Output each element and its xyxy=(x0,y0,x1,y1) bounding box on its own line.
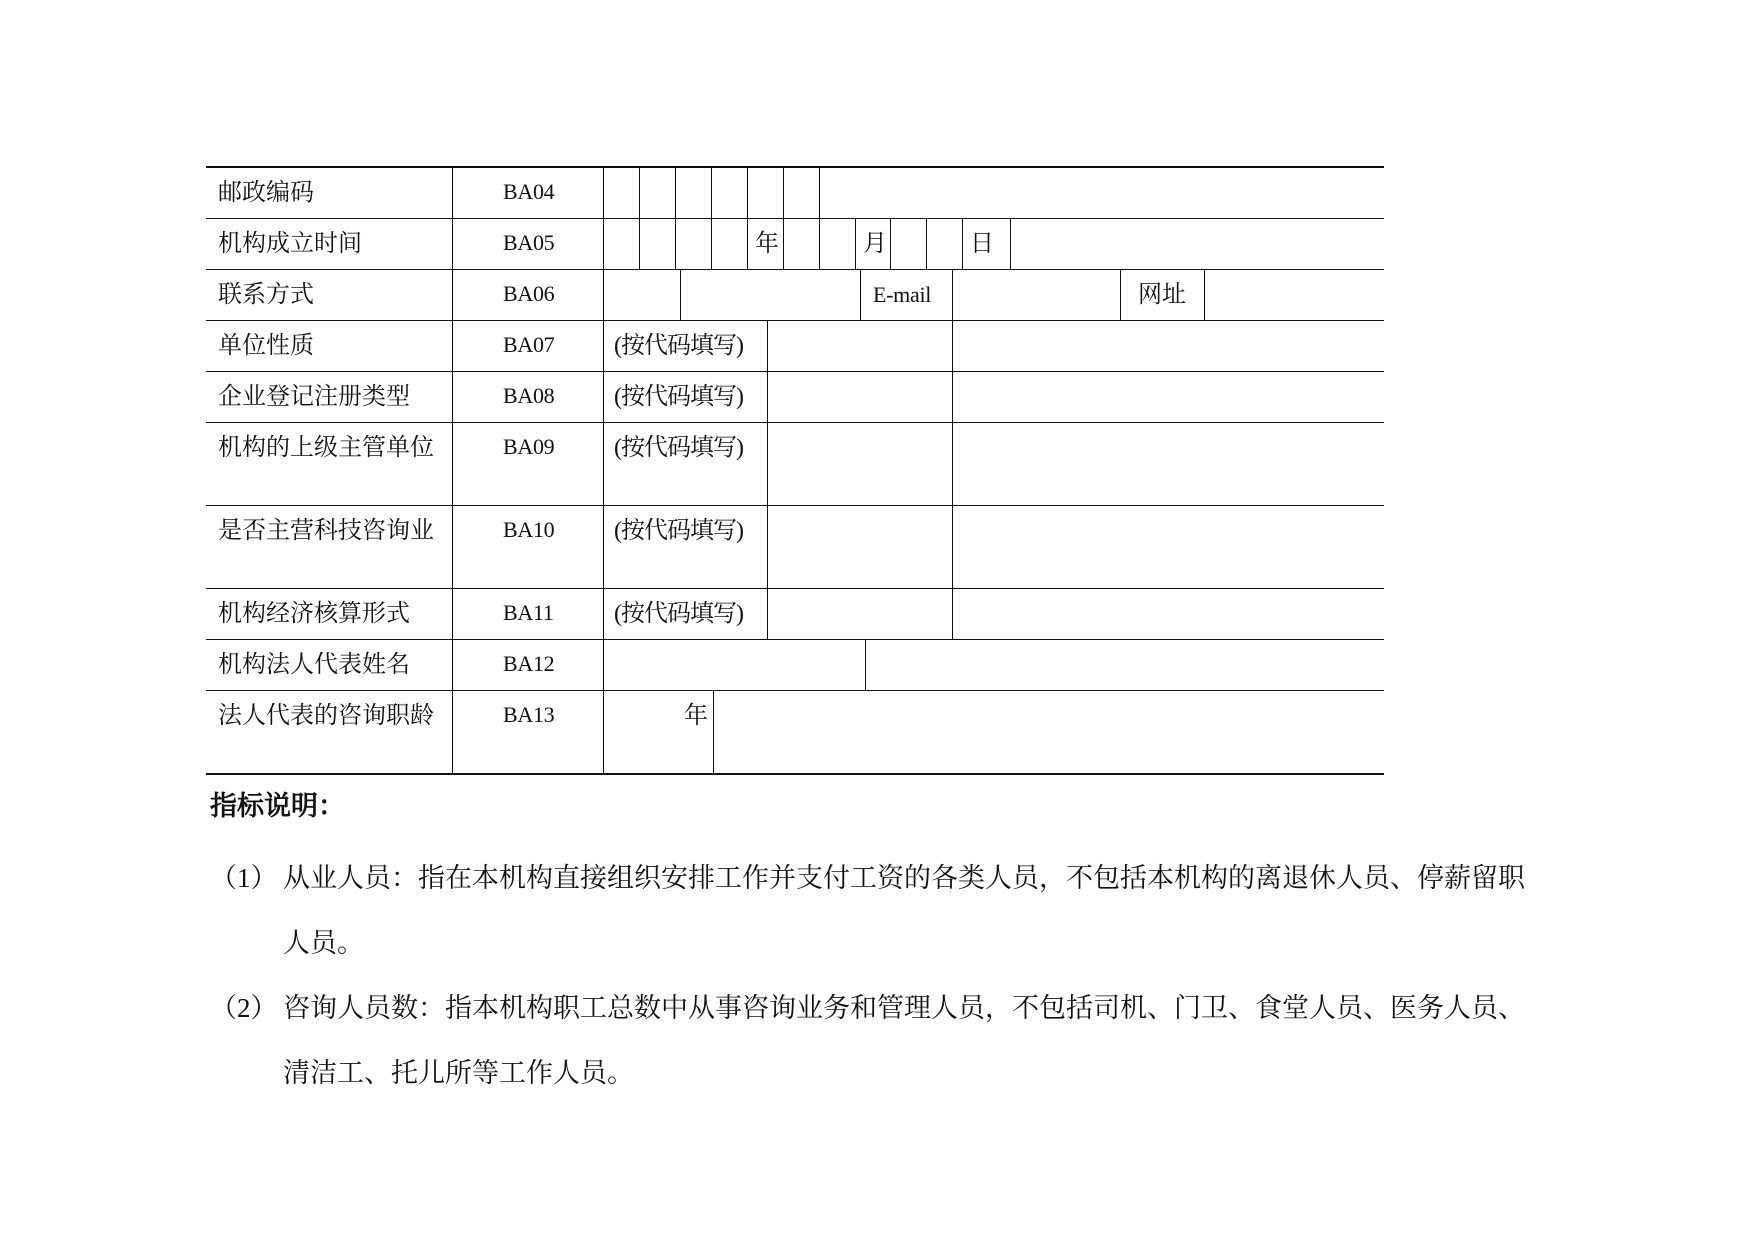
row-label: 法人代表的咨询职龄 xyxy=(218,703,434,729)
form-row-contact xyxy=(206,269,1384,320)
note-item xyxy=(210,976,1550,1106)
form-row-main-business xyxy=(206,505,1384,588)
supervising-unit-text-field[interactable] xyxy=(953,423,1384,505)
row-label: 机构成立时间 xyxy=(218,231,362,257)
fill-by-code-hint: (按代码填写) xyxy=(614,518,743,544)
registration-type-text-field[interactable] xyxy=(953,372,1384,422)
unit-nature-code-field[interactable] xyxy=(768,321,952,371)
founding-day-digit-1[interactable] xyxy=(891,219,926,269)
note-text: 咨询人员数：指本机构职工总数中从事咨询业务和管理人员，不包括司机、门卫、食堂人员、医务人员、清洁工、托儿所等工作人员。 xyxy=(283,993,1525,1088)
email-field[interactable] xyxy=(953,270,1120,320)
website-field[interactable] xyxy=(1205,270,1384,320)
row-label: 机构经济核算形式 xyxy=(218,601,410,627)
row-label: 机构法人代表姓名 xyxy=(218,652,410,678)
founding-year-digit-1[interactable] xyxy=(604,219,639,269)
note-number: （1） xyxy=(210,863,278,893)
main-business-code-field[interactable] xyxy=(768,506,952,588)
month-label: 月 xyxy=(863,231,887,257)
fill-by-code-hint: (按代码填写) xyxy=(614,435,743,461)
email-label: E-mail xyxy=(873,282,932,307)
row-label: 机构的上级主管单位 xyxy=(218,435,434,461)
year-label: 年 xyxy=(684,703,708,729)
founding-day-digit-2[interactable] xyxy=(927,219,962,269)
note-text: 从业人员：指在本机构直接组织安排工作并支付工资的各类人员，不包括本机构的离退休人员、停薪留职人员。 xyxy=(283,863,1525,958)
note-item xyxy=(210,846,1550,976)
fill-by-code-hint: (按代码填写) xyxy=(614,601,743,627)
row-label: 单位性质 xyxy=(218,333,314,359)
founding-month-digit-1[interactable] xyxy=(784,219,819,269)
form-row-postal-code xyxy=(206,168,1384,218)
founding-month-digit-2[interactable] xyxy=(820,219,855,269)
postal-code-digit-6[interactable] xyxy=(784,168,819,218)
row-code: BA10 xyxy=(503,517,555,542)
row-code: BA11 xyxy=(503,600,554,625)
supervising-unit-code-field[interactable] xyxy=(768,423,952,505)
row-code: BA13 xyxy=(503,702,555,727)
seniority-years-field[interactable] xyxy=(604,691,684,773)
note-number: （2） xyxy=(210,993,278,1023)
row-label: 是否主营科技咨询业 xyxy=(218,518,434,544)
postal-code-digit-1[interactable] xyxy=(604,168,639,218)
form-row-unit-nature xyxy=(206,320,1384,371)
row-label: 联系方式 xyxy=(218,282,314,308)
row-label: 企业登记注册类型 xyxy=(218,384,410,410)
accounting-form-text-field[interactable] xyxy=(953,589,1384,639)
form-row-legal-rep-seniority xyxy=(206,690,1384,773)
indicator-notes xyxy=(210,790,1550,1106)
registration-type-code-field[interactable] xyxy=(768,372,952,422)
founding-year-digit-4[interactable] xyxy=(712,219,747,269)
row-code: BA06 xyxy=(503,281,555,306)
phone-number-field[interactable] xyxy=(681,270,859,320)
phone-area-code-field[interactable] xyxy=(604,270,680,320)
founding-year-digit-2[interactable] xyxy=(640,219,675,269)
form-row-registration-type xyxy=(206,371,1384,422)
fill-by-code-hint: (按代码填写) xyxy=(614,333,743,359)
row-code: BA05 xyxy=(503,230,555,255)
row-code: BA09 xyxy=(503,434,555,459)
notes-title: 指标说明： xyxy=(210,791,345,822)
form-row-supervising-unit xyxy=(206,422,1384,505)
year-label: 年 xyxy=(755,231,779,257)
form-row-accounting-form xyxy=(206,588,1384,639)
day-label: 日 xyxy=(970,231,994,257)
unit-nature-text-field[interactable] xyxy=(953,321,1384,371)
registration-form-table xyxy=(206,166,1384,775)
form-row-founding-date xyxy=(206,218,1384,269)
form-row-legal-rep-name xyxy=(206,639,1384,690)
founding-year-digit-3[interactable] xyxy=(676,219,711,269)
main-business-text-field[interactable] xyxy=(953,506,1384,588)
row-code: BA08 xyxy=(503,383,555,408)
row-code: BA07 xyxy=(503,332,555,357)
postal-code-digit-4[interactable] xyxy=(712,168,747,218)
row-code: BA12 xyxy=(503,651,555,676)
postal-code-digit-5[interactable] xyxy=(748,168,783,218)
postal-code-digit-3[interactable] xyxy=(676,168,711,218)
row-code: BA04 xyxy=(503,179,555,204)
fill-by-code-hint: (按代码填写) xyxy=(614,384,743,410)
row-label: 邮政编码 xyxy=(218,180,314,206)
legal-rep-name-field[interactable] xyxy=(604,640,865,690)
accounting-form-code-field[interactable] xyxy=(768,589,952,639)
website-label: 网址 xyxy=(1138,282,1186,308)
postal-code-digit-2[interactable] xyxy=(640,168,675,218)
